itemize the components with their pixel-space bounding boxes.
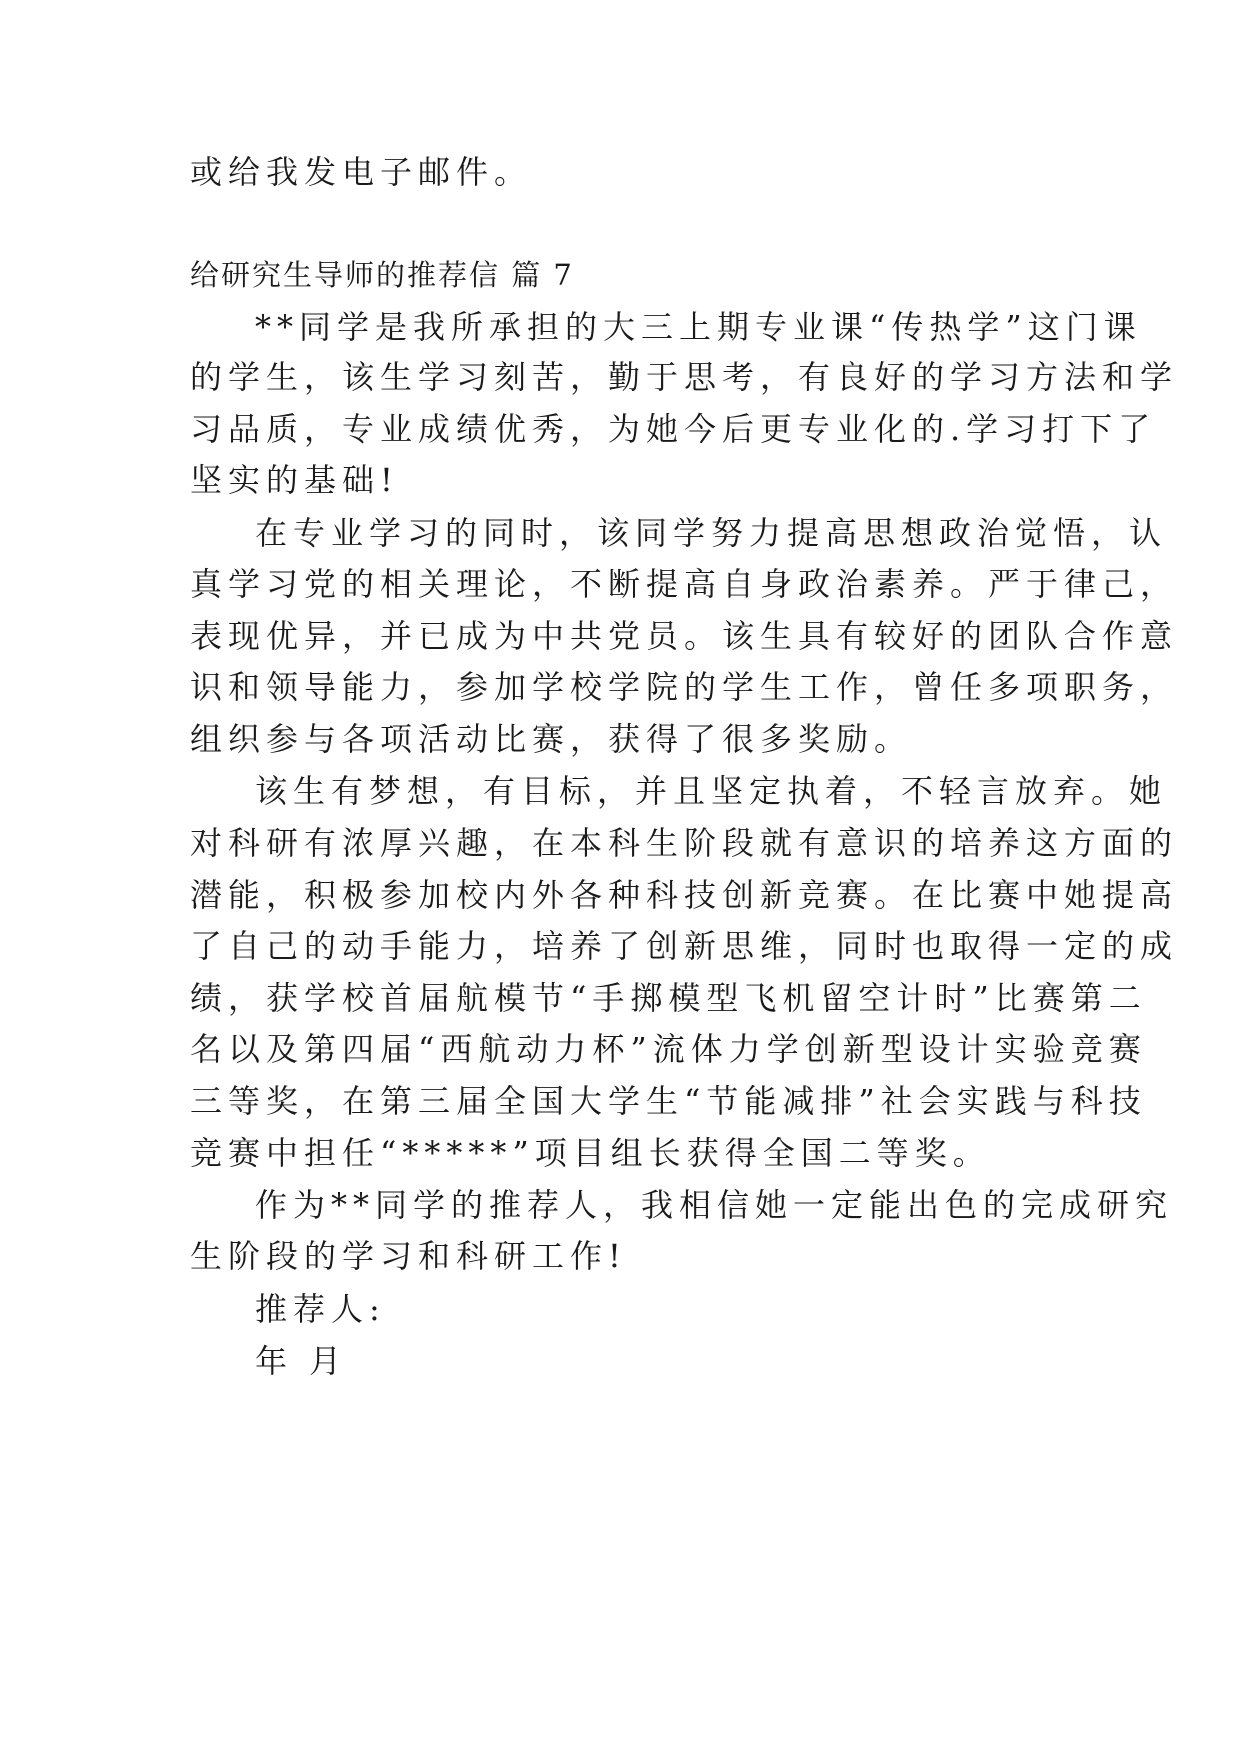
paragraph-3-line-1: 该生有梦想，有目标，并且坚定执着，不轻言放弃。她 [255, 772, 1168, 810]
paragraph-1-line-4: 坚实的基础! [190, 461, 399, 499]
paragraph-3-line-2: 对科研有浓厚兴趣，在本科生阶段就有意识的培养这方面的 [190, 824, 1179, 862]
paragraph-1-line-3: 习品质，专业成绩优秀，为她今后更专业化的.学习打下了 [190, 410, 1157, 448]
paragraph-1-line-1: **同学是我所承担的大三上期专业课“传热学”这门课 [255, 308, 1142, 346]
paragraph-3-line-7: 三等奖，在第三届全国大学生“节能减排”社会实践与科技 [190, 1082, 1147, 1120]
paragraph-2-line-5: 组织参与各项活动比赛，获得了很多奖励。 [190, 720, 913, 758]
paragraph-3-line-3: 潜能，积极参加校内外各种科技创新竞赛。在比赛中她提高 [190, 876, 1179, 914]
paragraph-4-line-2: 生阶段的学习和科研工作! [190, 1237, 627, 1275]
paragraph-2-line-1: 在专业学习的同时，该同学努力提高思想政治觉悟，认 [255, 514, 1168, 552]
paragraph-2-line-3: 表现优异，并已成为中共党员。该生具有较好的团队合作意 [190, 617, 1179, 655]
paragraph-2-line-4: 识和领导能力，参加学校学院的学生工作，曾任多项职务， [190, 668, 1179, 706]
paragraph-2-line-2: 真学习党的相关理论，不断提高自身政治素养。严于律己， [190, 565, 1179, 603]
paragraph-4-line-1: 作为**同学的推荐人，我相信她一定能出色的完成研究 [255, 1186, 1174, 1224]
section-title: 给研究生导师的推荐信 篇 7 [190, 258, 574, 292]
paragraph-3-line-6: 名以及第四届“西航动力杯”流体力学创新型设计实验竞赛 [190, 1030, 1147, 1068]
paragraph-3-line-4: 了自己的动手能力，培养了创新思维，同时也取得一定的成 [190, 927, 1179, 965]
date-label: 年 月 [255, 1342, 348, 1380]
paragraph-3-line-5: 绩，获学校首届航模节“手掷模型飞机留空计时”比赛第二 [190, 979, 1147, 1017]
paragraph-3-line-8: 竞赛中担任“*****”项目组长获得全国二等奖。 [190, 1134, 991, 1172]
signature-label: 推荐人: [255, 1290, 386, 1328]
paragraph-1-line-2: 的学生，该生学习刻苦，勤于思考，有良好的学习方法和学 [190, 358, 1179, 396]
intro-tail-text: 或给我发电子邮件。 [190, 153, 533, 191]
